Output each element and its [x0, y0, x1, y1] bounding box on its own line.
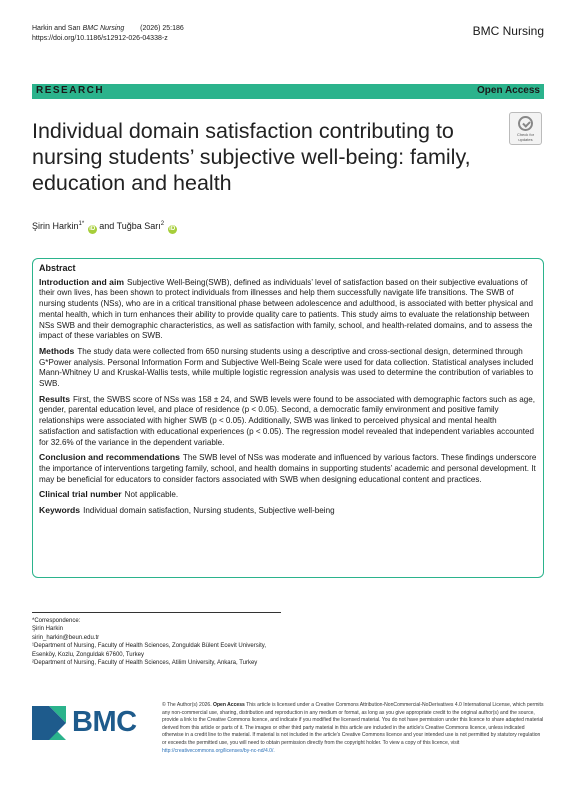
correspondence-label: *Correspondence: [32, 618, 81, 624]
section-label: Introduction and aim [39, 276, 124, 287]
doi-link[interactable]: https://doi.org/10.1186/s12912-026-04338-z [32, 35, 168, 42]
author-name[interactable]: Şirin Harkin [32, 221, 79, 231]
abstract-box [32, 258, 544, 578]
section-text: The study data were collected from 650 nursing students using a descriptive and cross-sectional design, determined through G*Power analysis. Personal Information Form and Subjective Well-Being Scale were used for data collection. Statistical analyses included Mann-Whitney U and Kruskal-Wallis tests, while multiple logistic regression analysis was used to determine the contribution of variables to SWB. [39, 346, 534, 389]
affiliation-2: ²Department of Nursing, Faculty of Health Sciences, Atilim University, Ankara, Turkey [32, 660, 258, 667]
license-link[interactable]: http://creativecommons.org/licenses/by-nc-nd/4.0/. [162, 747, 275, 754]
section-label: Clinical trial number [39, 489, 122, 500]
affiliation-1: ¹Department of Nursing, Faculty of Health Sciences, Zonguldak Bülent Ecevit University, Esenköy, Kozlu, Zonguldak 67600, Turkey [32, 643, 266, 658]
author-list [32, 221, 177, 234]
citation-journal: BMC Nursing [82, 25, 125, 32]
section-text: Individual domain satisfaction, Nursing students, Subjective well-being [83, 506, 335, 516]
section-text: The SWB level of NSs was moderate and influenced by various factors. These findings underscore the importance of interventions targeting family, school, and health domains in supporting students’ academic and personal development. It may be beneficial for educators to consider factors associated with SWB when designing educational content and practices. [39, 453, 537, 484]
correspondence-email[interactable]: sirin_harkin@beun.edu.tr [32, 634, 100, 641]
journal-brand: BMC Nursing [472, 24, 544, 38]
abstract-section [39, 489, 537, 501]
author-affil-marker: 1* [78, 221, 85, 227]
citation-volume: (2026) 25:186 [140, 25, 184, 32]
bmc-logo [32, 706, 137, 740]
section-text: Not applicable. [124, 490, 179, 500]
article-title: Individual domain satisfaction contributing to nursing students’ subjective well-being: family, education and health [32, 119, 471, 195]
footnotes [32, 617, 281, 667]
author-conjunction: and [99, 221, 115, 231]
open-access-statement-label: Open Access [213, 702, 245, 708]
bmc-logo-text: BMC [72, 706, 137, 738]
abstract-section [39, 452, 537, 485]
orcid-icon[interactable]: iD [169, 226, 176, 232]
abstract-heading: Abstract [39, 263, 76, 273]
section-label: Methods [39, 345, 75, 356]
copyright-text: © The Author(s) 2026. [162, 702, 212, 708]
abstract-section [39, 277, 537, 342]
section-label: Conclusion and recommendations [39, 452, 180, 463]
abstract-section [39, 505, 537, 517]
abstract-section [39, 346, 537, 390]
author-name[interactable]: Tuğba Sarı [116, 221, 161, 231]
open-access-label: Open Access [477, 85, 540, 96]
running-header [32, 24, 184, 44]
license-text: This article is licensed under a Creative Commons Attribution-NonCommercial-NoDerivatives 4.0 International License, which permits any non-commercial use, sharing, distribution and reproduction in any medium or format, as long as you give appropriate credit to the original author(s) and the source, provide a link to the Creative Commons licence, and indicate if you modified the licensed material. You do not have permission under this licence to share adapted material derived from this article or parts of it. The images or other third party material in this article are included in the article’s Creative Commons licence, unless indicated otherwise in a credit line to the material. If material is not included in the article’s Creative Commons licence and your intended use is not permitted by statutory regulation or exceeds the permitted use, you will need to obtain permission directly from the copyright holder. To view a copy of this licence, visit [162, 702, 544, 746]
check-updates-label: Check for updates [516, 132, 535, 142]
license-statement [162, 702, 544, 755]
article-type-label: RESEARCH [36, 85, 105, 96]
section-text: Subjective Well-Being(SWB), defined as individuals’ level of satisfaction based on their subjective evaluations of their own lives, has been shown to protect individuals from illnesses and help them successfully navigate life transitions. The SWB of nursing students (NSs), who are in a critical transitional phase between adolescence and adulthood, is associated with better physical and mental health, which in turn enhances their ability to provide quality care to patients. This study aims to evaluate the relationship between NSs SWB and their demographic characteristics, as well as satisfaction with family, school, and health-related domains, and to assess the impact of these variables on SWB. [39, 277, 534, 341]
section-label: Keywords [39, 505, 81, 516]
footnote-divider [32, 612, 281, 613]
abstract-section [39, 394, 537, 449]
bmc-logo-icon [32, 706, 66, 740]
section-label: Results [39, 393, 71, 404]
check-for-updates-button[interactable] [509, 112, 542, 145]
section-text: First, the SWBS score of NSs was 158 ± 24, and SWB levels were found to be associated with demographic factors such as age, gender, parental education level, and place of residence (p < 0.05). Second, a democratic family environment and positive family relationships were associated with higher SWB (p < 0.05). Additionally, SWB was linked to perceived physical and mental health satisfaction and satisfaction with educational experiences (p < 0.05). The regression model revealed that independent variables accounted for 32.6% of the variance in the dependent variable. [39, 394, 536, 447]
correspondence-name: Şirin Harkin [32, 626, 64, 633]
citation-authors: Harkin and Sarı [32, 25, 81, 32]
orcid-icon[interactable]: iD [89, 226, 96, 232]
check-updates-icon [518, 116, 533, 131]
author-affil-marker: 2 [160, 221, 165, 227]
article-type-banner [32, 84, 544, 99]
